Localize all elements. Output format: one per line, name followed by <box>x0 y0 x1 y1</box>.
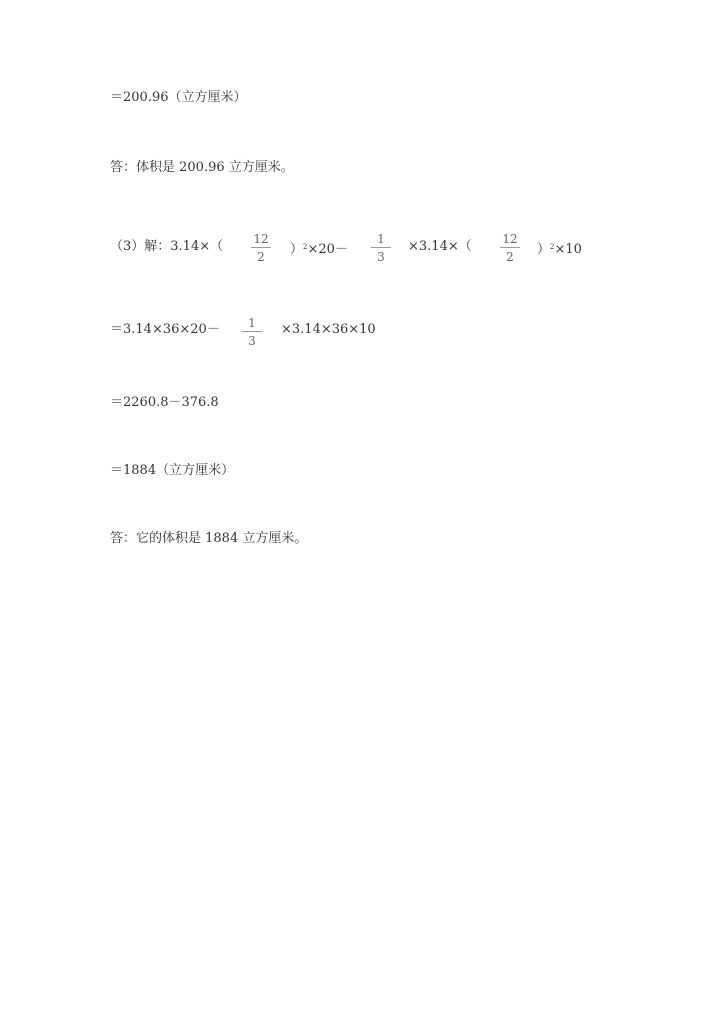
answer-line-2: 答：它的体积是 1884 立方厘米。 <box>110 531 308 546</box>
fraction-1-over-3 <box>371 232 391 264</box>
fraction-denominator: 3 <box>248 334 256 348</box>
calc-line-3: ＝2260.8－376.8 <box>110 395 219 410</box>
fraction-bar <box>242 331 262 332</box>
fraction-12-over-2 <box>251 232 271 264</box>
fraction-denominator: 2 <box>257 250 265 264</box>
fraction-bar <box>371 247 391 248</box>
fraction-denominator: 3 <box>377 250 385 264</box>
result-line-200-96: ＝200.96（立方厘米） <box>110 90 247 105</box>
eq3-times-10: ×10 <box>554 242 582 257</box>
fraction-denominator: 2 <box>506 250 514 264</box>
exponent: 2 <box>303 243 308 251</box>
fraction-numerator: 1 <box>248 316 256 330</box>
close-paren: ） <box>290 242 304 257</box>
fraction-numerator: 12 <box>253 232 269 246</box>
eq4-part-1: ＝3.14×36×20－ <box>110 322 220 337</box>
eq4-part-2: ×3.14×36×10 <box>281 322 376 337</box>
eq3-times-20-minus: ×20－ <box>307 242 348 257</box>
fraction-1-over-3 <box>242 316 262 348</box>
fraction-bar <box>500 247 520 248</box>
fraction-bar <box>251 247 271 248</box>
fraction-numerator: 12 <box>502 232 518 246</box>
exponent: 2 <box>550 243 555 251</box>
eq3-part-2 <box>290 240 348 257</box>
close-paren: ） <box>537 242 551 257</box>
result-line-1884: ＝1884（立方厘米） <box>110 463 235 478</box>
answer-line-1: 答：体积是 200.96 立方厘米。 <box>110 160 294 175</box>
eq3-part-4: ×3.14×（ <box>408 239 472 254</box>
eq3-part-1: （3）解：3.14×（ <box>110 239 224 254</box>
fraction-12-over-2 <box>500 232 520 264</box>
fraction-numerator: 1 <box>377 232 385 246</box>
eq3-part-5 <box>537 240 582 257</box>
